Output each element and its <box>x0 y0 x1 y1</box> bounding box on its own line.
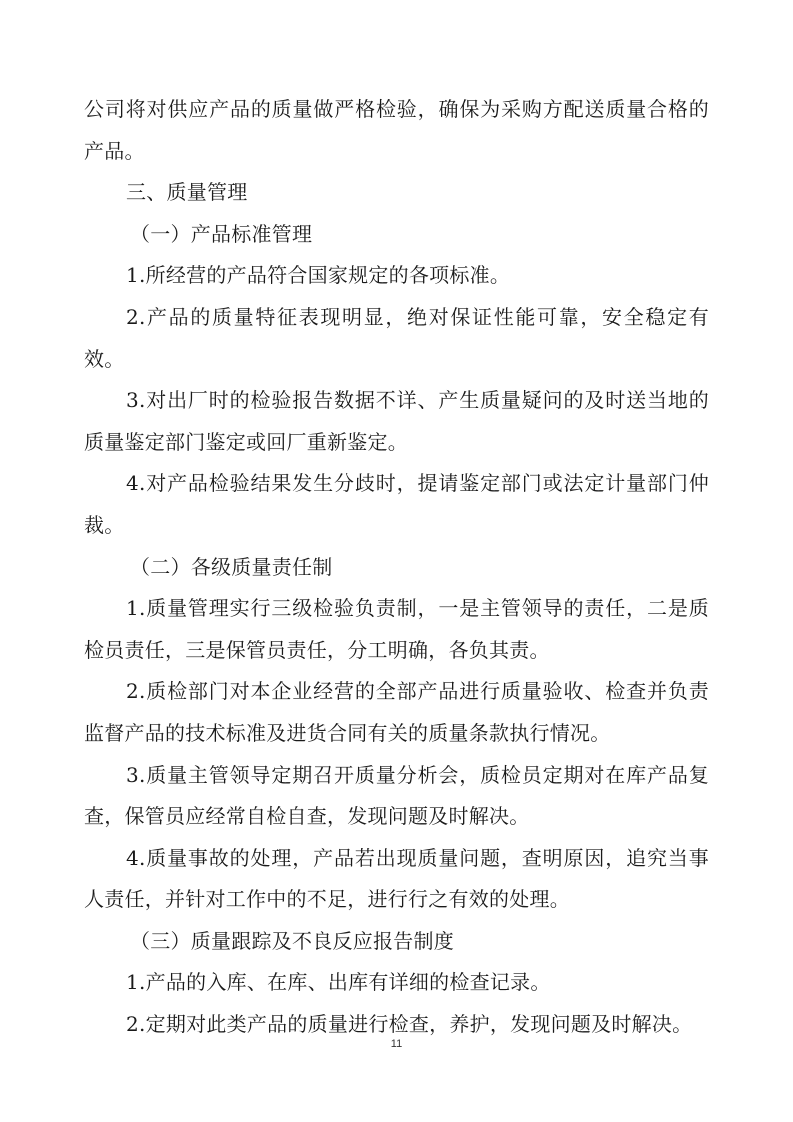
subsection-heading-quality-tracking: （三）质量跟踪及不良反应报告制度 <box>130 928 454 953</box>
subsection-heading-quality-responsibility: （二）各级质量责任制 <box>130 554 333 579</box>
list-item: 2.产品的质量特征表现明显，绝对保证性能可靠，安全稳定有效。 <box>84 304 709 371</box>
subsection-heading-product-standards: （一）产品标准管理 <box>130 221 313 246</box>
list-item: 2.质检部门对本企业经营的全部产品进行质量验收、检查并负责监督产品的技术标准及进货合同有关的质量条款执行情况。 <box>84 679 709 745</box>
list-item: 1.质量管理实行三级检验负责制，一是主管领导的责任，二是质检员责任，三是保管员责任，分工明确，各负其责。 <box>84 596 709 662</box>
page-number: 11 <box>390 1038 403 1050</box>
list-item: 4.对产品检验结果发生分歧时，提请鉴定部门或法定计量部门仲裁。 <box>84 471 709 537</box>
list-item: 4.质量事故的处理，产品若出现质量问题，查明原因，追究当事人责任，并针对工作中的不足，进行行之有效的处理。 <box>84 845 709 912</box>
list-item: 3.质量主管领导定期召开质量分析会，质检员定期对在库产品复查，保管员应经常自检自查，发现问题及时解决。 <box>84 762 709 829</box>
list-item: 1.产品的入库、在库、出库有详细的检查记录。 <box>126 970 551 995</box>
list-item: 1.所经营的产品符合国家规定的各项标准。 <box>126 263 511 288</box>
document-body <box>84 89 709 1046</box>
paragraph-continuation: 公司将对供应产品的质量做严格检验，确保为采购方配送质量合格的产品。 <box>84 97 709 163</box>
list-item: 3.对出厂时的检验报告数据不详、产生质量疑问的及时送当地的质量鉴定部门鉴定或回厂重新鉴定。 <box>84 388 709 454</box>
section-heading-quality-management: 三、质量管理 <box>126 180 248 205</box>
list-item: 2.定期对此类产品的质量进行检查，养护，发现问题及时解决。 <box>126 1012 693 1037</box>
